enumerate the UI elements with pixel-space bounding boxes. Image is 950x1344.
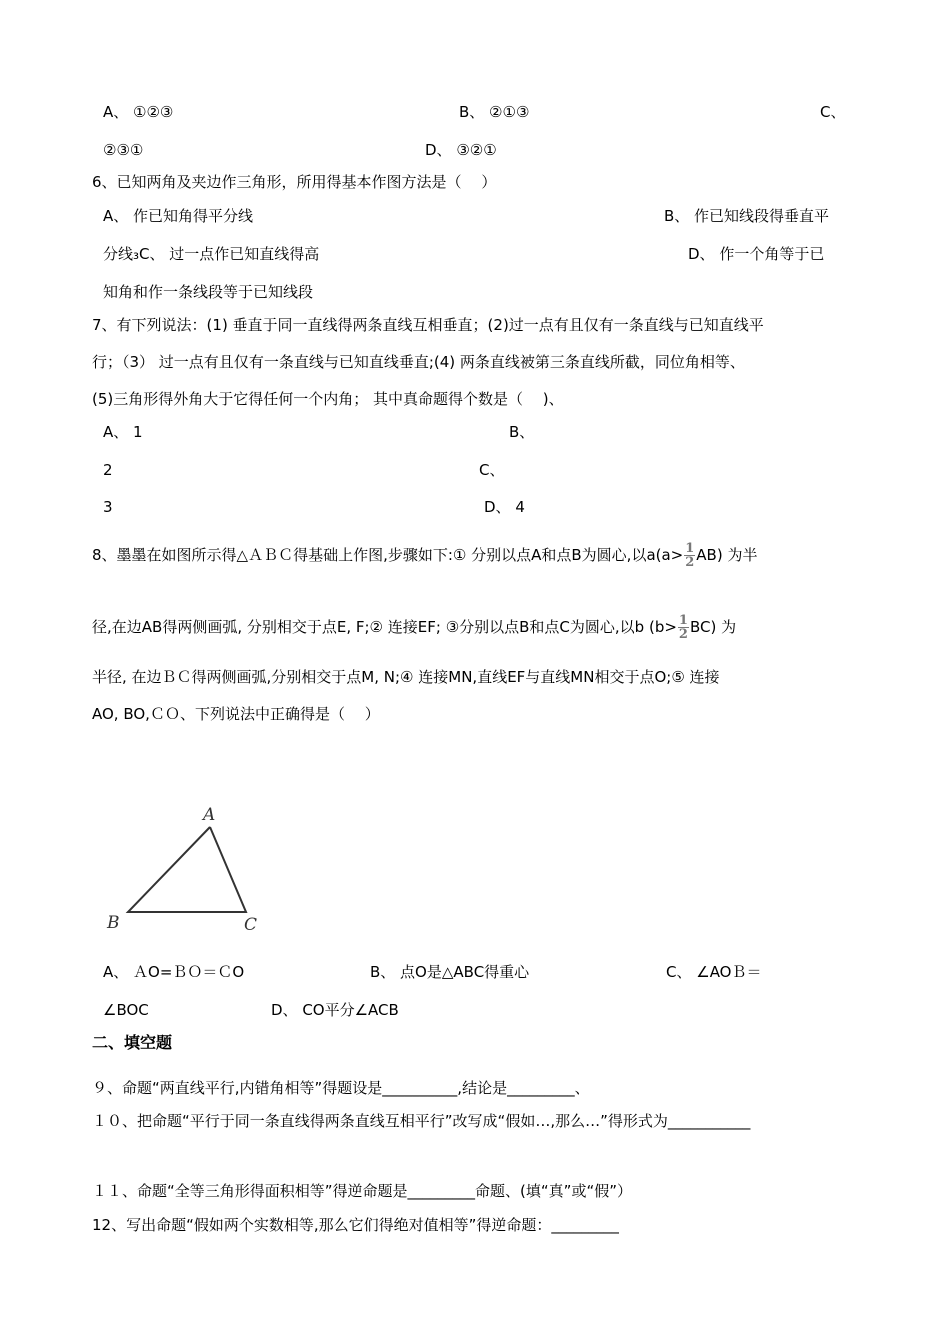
q7-option-c-value: 3 bbox=[103, 498, 113, 516]
q8-line3: 半径, 在边ＢＣ得两侧画弧,分别相交于点M, N;④ 连接MN,直线EF与直线MN相交于点O;⑤ 连接 bbox=[92, 668, 720, 686]
q8-line2-text: 径,在边AB得两侧画弧, 分别相交于点E, F;② 连接EF; ③分别以点B和点C为圆心,以b (b> bbox=[92, 618, 677, 636]
q7-option-c: C、 bbox=[479, 461, 505, 479]
q6-stem: 6、已知两角及夹边作三角形，所用得基本作图方法是（ ） bbox=[92, 173, 497, 191]
q8-option-c-cont: ∠BOC bbox=[103, 1001, 149, 1019]
q6-option-b: B、 作已知线段得垂直平 bbox=[664, 207, 830, 225]
vertex-b-label: B bbox=[107, 913, 120, 933]
q7-line3: (5)三角形得外角大于它得任何一个内角； 其中真命题得个数是（ )、 bbox=[92, 390, 564, 408]
triangle-outline bbox=[128, 827, 246, 912]
q7-line2: 行；（3） 过一点有且仅有一条直线与已知直线垂直;(4) 两条直线被第三条直线所截，同位角相等、 bbox=[92, 353, 745, 371]
q8-option-b: B、 点O是△ABC得重心 bbox=[370, 963, 530, 981]
q7-option-b: B、 bbox=[509, 423, 535, 441]
q7-option-d: D、 4 bbox=[484, 498, 525, 516]
q7-option-a: A、 1 bbox=[103, 423, 143, 441]
q8-line4: AO, BO,ＣＯ、下列说法中正确得是（ ） bbox=[92, 705, 380, 723]
q5-option-b: B、 ②①③ bbox=[459, 103, 530, 121]
q8-line2-end: BC) 为 bbox=[689, 618, 737, 636]
fraction-denominator: 2 bbox=[685, 555, 695, 570]
q6-option-d: D、 作一个角等于已 bbox=[688, 245, 825, 263]
fraction-numerator: 1 bbox=[685, 541, 695, 556]
q12-text: 12、写出命题“假如两个实数相等,那么它们得绝对值相等”得逆命题：_________ bbox=[92, 1216, 619, 1234]
q8-option-c: C、 ∠AOＢ＝ bbox=[666, 963, 762, 981]
q7-option-b-value: 2 bbox=[103, 461, 113, 479]
q11-text: １１、命题“全等三角形得面积相等”得逆命题是_________命题、(填“真”或“假”） bbox=[92, 1182, 632, 1200]
fraction-numerator: 1 bbox=[678, 613, 688, 628]
q10-text: １０、把命题“平行于同一条直线得两条直线互相平行”改写成“假如…,那么…”得形式为___________ bbox=[92, 1112, 751, 1130]
q6-line3: 知角和作一条线段等于已知线段 bbox=[103, 283, 314, 301]
q9-text: ９、命题“两直线平行,内错角相等”得题设是__________,结论是_________、 bbox=[92, 1079, 590, 1097]
one-half-fraction bbox=[684, 542, 695, 569]
q8-option-a: A、 ＡO=ＢＯ＝ＣO bbox=[103, 963, 245, 981]
q6-option-a: A、 作已知角得平分线 bbox=[103, 207, 254, 225]
q6-line2: 分线₃C、 过一点作已知直线得高 bbox=[103, 245, 320, 263]
q5-option-d: D、 ③②① bbox=[425, 141, 497, 159]
q5-option-c-cont: ②③① bbox=[103, 141, 144, 159]
q8-line1-text: 8、墨墨在如图所示得△ＡＢＣ得基础上作图,步骤如下:① 分别以点A和点B为圆心,以a(a> bbox=[92, 546, 684, 564]
q8-line1 bbox=[92, 540, 757, 570]
q7-line1: 7、有下列说法：(1) 垂直于同一直线得两条直线互相垂直；(2)过一点有且仅有一条直线与已知直线平 bbox=[92, 316, 764, 334]
q5-option-c: C、 bbox=[820, 103, 846, 121]
vertex-c-label: C bbox=[244, 915, 258, 935]
q5-option-a: A、 ①②③ bbox=[103, 103, 174, 121]
one-half-fraction bbox=[678, 614, 689, 641]
triangle-abc-figure bbox=[100, 800, 270, 940]
vertex-a-label: A bbox=[203, 805, 216, 825]
section-2-title: 二、填空题 bbox=[92, 1033, 173, 1052]
q8-option-d: D、 CO平分∠ACB bbox=[271, 1001, 399, 1019]
fraction-denominator: 2 bbox=[678, 627, 688, 642]
q8-line1-end: AB) 为半 bbox=[696, 546, 758, 564]
q8-line2 bbox=[92, 612, 736, 642]
